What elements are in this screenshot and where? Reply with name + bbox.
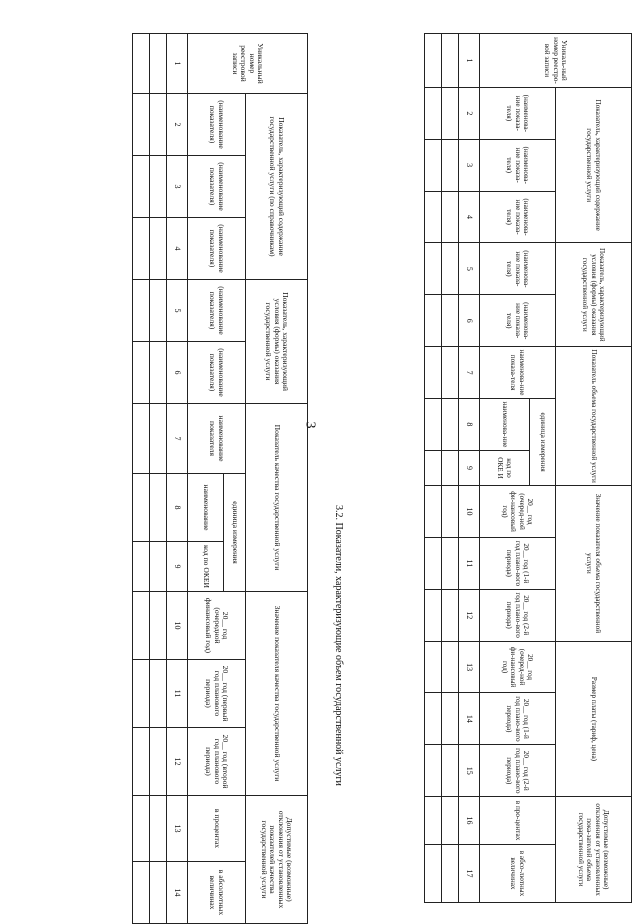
column-number: 5 (459, 243, 480, 295)
table-cell (442, 399, 459, 451)
table-cell (133, 280, 150, 342)
header-param-name: (наименова-ние показа-теля) (480, 191, 556, 243)
header-volume: Показатель объема государственной услуги (556, 347, 632, 486)
column-number: 3 (459, 139, 480, 191)
header-unit-name: наименова-ние (480, 399, 530, 451)
table-cell (442, 797, 459, 845)
column-number: 6 (167, 342, 188, 404)
table-cell (133, 94, 150, 156)
table-cell (425, 844, 442, 902)
column-number: 10 (459, 486, 480, 538)
header-quality-values: Значение показателя качества государственной услуги (246, 592, 308, 796)
table-cell (425, 745, 442, 797)
header-year-1: 20__ год (первый год планового периода) (188, 660, 246, 728)
header-unit-name: наименование (188, 474, 224, 542)
column-number: 15 (459, 745, 480, 797)
table-cell (133, 34, 150, 94)
header-param-name: (наименова-ние показа-теля) (480, 87, 556, 139)
column-number: 9 (459, 450, 480, 485)
header-conditions: Показатель, характеризующий условия (формы) оказания государственной услуги (246, 280, 308, 404)
header-fee: Размер платы (тариф, цена) (556, 641, 632, 797)
header-year-1: 20__ год (1-й год плано-вого периода) (480, 537, 556, 589)
column-number: 16 (459, 797, 480, 845)
column-number: 8 (167, 474, 188, 542)
table-cell (150, 280, 167, 342)
column-number: 11 (167, 660, 188, 728)
header-year-next: 20__ год (очередной финансовый год) (188, 592, 246, 660)
table-cell (442, 844, 459, 902)
table-cell (150, 728, 167, 796)
table-cell (150, 542, 167, 592)
header-okei: код по ОКЕИ (188, 542, 224, 592)
table-cell (150, 156, 167, 218)
column-number: 12 (167, 728, 188, 796)
volume-indicators-table (424, 33, 632, 903)
header-okei: код по ОКЕ И (480, 450, 530, 485)
header-unique-number: Уникаль-ный номер реестро-вой записи (480, 34, 632, 88)
table-cell (442, 87, 459, 139)
column-number: 13 (167, 796, 188, 862)
table-row (150, 34, 167, 924)
table-cell (150, 342, 167, 404)
header-year-2: 20__ год (2-й год плано-вого периода) (480, 589, 556, 641)
table-cell (442, 745, 459, 797)
table-cell (133, 862, 150, 924)
table-cell (133, 342, 150, 404)
column-number: 10 (167, 592, 188, 660)
column-number: 9 (167, 542, 188, 592)
column-number: 14 (459, 693, 480, 745)
table-cell (442, 347, 459, 399)
table-cell (442, 34, 459, 88)
header-param-name: (наименование показателя) (188, 218, 246, 280)
header-volume-values: Значение показателя объема государственной услуги (556, 486, 632, 642)
column-number: 4 (167, 218, 188, 280)
header-fee-year-2: 20__ год (2-й год плано-вого периода) (480, 745, 556, 797)
header-quality: Показатель качества государственной услуги (246, 404, 308, 592)
header-unit: единица измерения (224, 474, 246, 592)
table-cell (425, 295, 442, 347)
table-cell (150, 796, 167, 862)
page-number: 3 (302, 421, 318, 429)
column-number: 8 (459, 399, 480, 451)
column-number: 12 (459, 589, 480, 641)
quality-indicators-table (132, 33, 308, 924)
table-cell (133, 592, 150, 660)
header-indicator-name: наименование показателя (188, 404, 246, 474)
table-1 (132, 33, 308, 924)
header-param-name: (наименова-ние показа-теля) (480, 243, 556, 295)
table-cell (133, 796, 150, 862)
header-fee-year-1: 20__ год (1-й год плано-вого периода) (480, 693, 556, 745)
table-cell (425, 191, 442, 243)
column-number: 2 (167, 94, 188, 156)
table-cell (425, 537, 442, 589)
table-row (442, 34, 459, 903)
header-percent: в процентах (188, 796, 246, 862)
table-cell (425, 139, 442, 191)
section-caption: 3.2. Показатели, характеризующие объем государственной услуги (333, 505, 344, 786)
header-absolute: в абсо-лютных величинах (480, 844, 556, 902)
header-unit: единица измерения (530, 399, 556, 486)
table-cell (133, 474, 150, 542)
table-cell (425, 243, 442, 295)
table-cell (442, 486, 459, 538)
table-cell (133, 404, 150, 474)
table-cell (150, 862, 167, 924)
table-2 (424, 33, 632, 903)
column-number: 1 (459, 34, 480, 88)
header-absolute: в абсолютных величинах (188, 862, 246, 924)
table-cell (133, 218, 150, 280)
table-cell (442, 450, 459, 485)
header-year-next: 20__ год (очеред-ной фи-нансовый год) (480, 486, 556, 538)
column-number: 5 (167, 280, 188, 342)
header-param-name: (наименова-ние показа-теля) (480, 139, 556, 191)
table-cell (150, 592, 167, 660)
table-cell (133, 660, 150, 728)
table-cell (442, 589, 459, 641)
header-fee-year-next: 20__ год (очеред-ной фи-нансовый год) (480, 641, 556, 693)
header-unique-number: Уникальный номер реестровой записи (188, 34, 308, 94)
table-cell (150, 34, 167, 94)
table-cell (425, 399, 442, 451)
table-cell (133, 156, 150, 218)
table-cell (425, 641, 442, 693)
table-row (133, 34, 150, 924)
table-cell (133, 728, 150, 796)
table-cell (442, 295, 459, 347)
table-cell (425, 797, 442, 845)
table-cell (150, 474, 167, 542)
table-cell (133, 542, 150, 592)
column-number: 7 (459, 347, 480, 399)
table-cell (442, 693, 459, 745)
table-cell (150, 94, 167, 156)
column-number: 4 (459, 191, 480, 243)
column-number: 2 (459, 87, 480, 139)
table-cell (425, 87, 442, 139)
table-cell (425, 34, 442, 88)
header-deviation: Допустимые (возможные) отклонения от установленных показателей качества государственной услуги (246, 796, 308, 924)
header-deviation: Допустимые (возможные) отклонения от установленных пока-зателей объема государственной услуги (556, 797, 632, 903)
table-cell (442, 243, 459, 295)
table-cell (442, 641, 459, 693)
header-percent: в про-центах (480, 797, 556, 845)
column-number: 7 (167, 404, 188, 474)
header-indicator-name: наименова-ние показа-теля (480, 347, 556, 399)
header-param-name: (наименова-ние показа-теля) (480, 295, 556, 347)
table-cell (425, 486, 442, 538)
table-cell (442, 537, 459, 589)
table-cell (442, 191, 459, 243)
table-cell (150, 404, 167, 474)
header-year-2: 20__ год (второй год планового периода) (188, 728, 246, 796)
table-cell (425, 450, 442, 485)
table-cell (150, 218, 167, 280)
header-param-name: (наименование показателя) (188, 342, 246, 404)
header-param-name: (наименование показателя) (188, 280, 246, 342)
header-content: Показатель, характеризующий содержание государственной услуги (по справочникам) (246, 94, 308, 280)
column-number: 11 (459, 537, 480, 589)
table-cell (425, 589, 442, 641)
table-row (425, 34, 442, 903)
column-number: 1 (167, 34, 188, 94)
header-param-name: (наименование показателя) (188, 94, 246, 156)
header-param-name: (наименование показателя) (188, 156, 246, 218)
header-conditions: Показатель, характеризующий условия (формы) оказания государственной услуги (556, 243, 632, 347)
table-cell (425, 693, 442, 745)
column-number: 3 (167, 156, 188, 218)
column-number: 14 (167, 862, 188, 924)
header-content: Показатель, характеризующий содержание государственной услуги (556, 87, 632, 243)
table-cell (425, 347, 442, 399)
table-cell (150, 660, 167, 728)
column-number: 13 (459, 641, 480, 693)
column-number: 17 (459, 844, 480, 902)
column-number: 6 (459, 295, 480, 347)
table-cell (442, 139, 459, 191)
